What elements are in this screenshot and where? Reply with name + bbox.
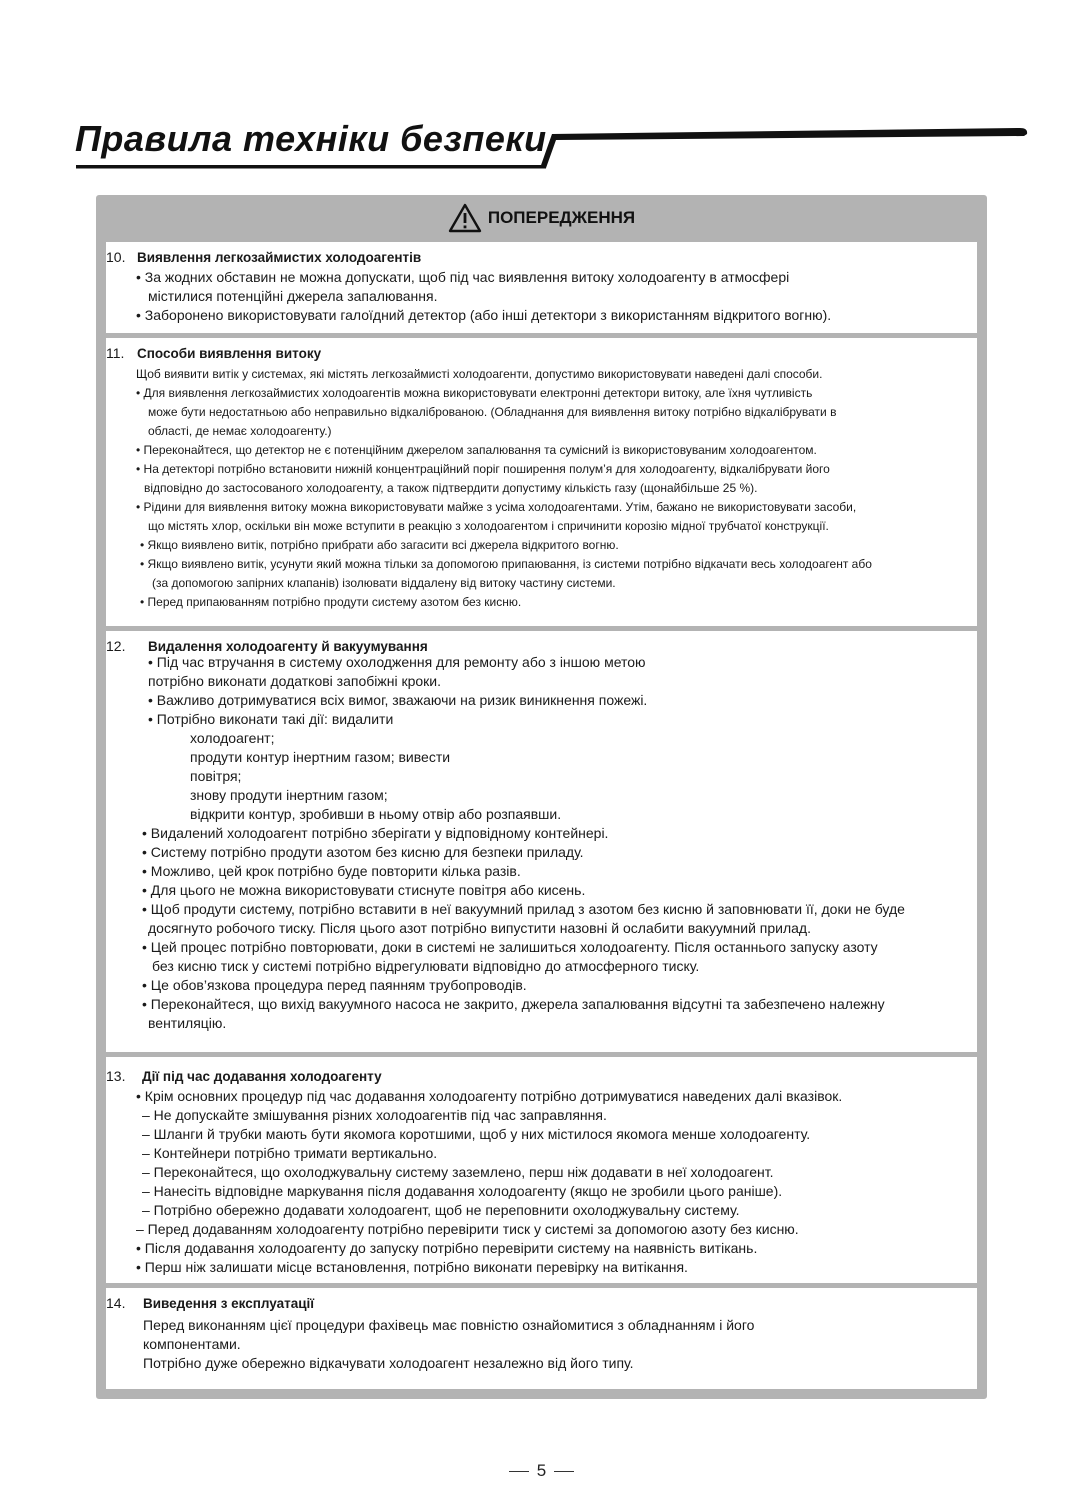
- text-line: містилися потенційні джерела запалювання.: [148, 288, 438, 304]
- section-title: Способи виявлення витоку: [137, 346, 322, 361]
- text-line: області, де немає холодоагенту.): [148, 424, 332, 438]
- text-line: – Нанесіть відповідне маркування після додавання холодоагенту (якщо не зробили цього раніше).: [142, 1183, 783, 1199]
- text-line: Щоб виявити витік у системах, які містять легкозаймисті холодоагенти, допустимо використовувати наведені далі способи.: [136, 367, 823, 381]
- title-underline: [0, 0, 1083, 180]
- text-line: потрібно виконати додаткові запобіжні кроки.: [148, 673, 441, 689]
- text-line: компонентами.: [143, 1336, 241, 1352]
- text-line: – Контейнери потрібно тримати вертикально.: [142, 1145, 438, 1161]
- section-10: [106, 242, 977, 333]
- text-line: • Для цього не можна використовувати стиснуте повітря або кисень.: [142, 882, 586, 898]
- section-number: 10.: [106, 249, 126, 265]
- text-line: що містять хлор, оскільки він може вступити в реакцію з холодоагентом і спричинити корозію мідної трубчатої конструкції.: [148, 519, 829, 533]
- text-line: • Якщо виявлено витік, потрібно прибрати або загасити всі джерела відкритого вогню.: [140, 538, 619, 552]
- text-line: • На детекторі потрібно встановити нижній концентраційний поріг поширення полум’я для холодоагенту, відкалібрувати його: [136, 462, 830, 476]
- section-13: [106, 1057, 977, 1283]
- text-line: • Рідини для виявлення витоку можна використовувати майже з усіма холодоагентами. Утім, бажано не використовувати засоби,: [136, 500, 857, 514]
- text-line: • Це обов’язкова процедура перед паянням трубопроводів.: [142, 977, 527, 993]
- text-line: • Перш ніж залишати місце встановлення, потрібно виконати перевірку на витікання.: [136, 1259, 688, 1275]
- section-number: 13.: [106, 1068, 126, 1084]
- text-line: • Видалений холодоагент потрібно зберігати у відповідному контейнері.: [142, 825, 609, 841]
- warning-triangle-icon: [448, 203, 482, 233]
- text-line: • Щоб продути систему, потрібно вставити в неї вакуумний прилад з азотом без кисню й заповнювати її, доки не буде: [142, 901, 905, 917]
- text-line: – Перед додаванням холодоагенту потрібно перевірити тиск у системі за допомогою азоту без кисню.: [136, 1221, 799, 1237]
- text-line: – Шланги й трубки мають бути якомога коротшими, щоб у них містилося якомога менше холодоагенту.: [142, 1126, 811, 1142]
- page-number: [0, 1461, 1083, 1481]
- text-line: (за допомогою запірних клапанів) ізолювати віддалену від витоку частину системи.: [152, 576, 616, 590]
- text-line: • За жодних обставин не можна допускати, щоб під час виявлення витоку холодоагенту в атмосфері: [136, 269, 790, 285]
- text-line: холодоагент;: [190, 730, 275, 746]
- text-line: знову продути інертним газом;: [190, 787, 388, 803]
- warning-header: [96, 197, 987, 239]
- text-line: відкрити контур, зробивши в ньому отвір або розпаявши.: [190, 806, 562, 822]
- text-line: • Під час втручання в систему охолодження для ремонту або з іншою метою: [148, 654, 646, 670]
- text-line: • Для виявлення легкозаймистих холодоагентів можна використовувати електронні детектори витоку, але їхня чутливість: [136, 386, 813, 400]
- text-line: • Перед припаюванням потрібно продути систему азотом без кисню.: [140, 595, 522, 609]
- text-line: • Систему потрібно продути азотом без кисню для безпеки приладу.: [142, 844, 584, 860]
- section-12: [106, 631, 977, 1052]
- text-line: • Переконайтеся, що детектор не є потенційним джерелом запалювання та сумісний із використовуваним холодоагентом.: [136, 443, 817, 457]
- text-line: відповідно до застосованого холодоагенту, а також підтвердити допустиму кількість газу (щонайбільше 25 %).: [144, 481, 758, 495]
- page-number-value: 5: [536, 1461, 547, 1480]
- page-number-dash-right: [554, 1471, 574, 1472]
- text-line: • Можливо, цей крок потрібно буде повторити кілька разів.: [142, 863, 521, 879]
- section-number: 12.: [106, 638, 126, 654]
- text-line: • Переконайтеся, що вихід вакуумного насоса не закрито, джерела запалювання відсутні та забезпечено належну: [142, 996, 885, 1012]
- text-line: • Цей процес потрібно повторювати, доки в системі не залишиться холодоагенту. Після останнього запуску азоту: [142, 939, 878, 955]
- text-line: Потрібно дуже обережно відкачувати холодоагент незалежно від його типу.: [143, 1355, 634, 1371]
- text-line: • Заборонено використовувати галоїдний детектор (або інші детектори з використанням відкритого вогню).: [136, 307, 832, 323]
- text-line: • Після додавання холодоагенту до запуску потрібно перевірити систему на наявність витікань.: [136, 1240, 758, 1256]
- page-number-dash-left: [509, 1471, 529, 1472]
- text-line: досягнуто робочого тиску. Після цього азот потрібно випустити назовні й ослабити вакуумний прилад.: [148, 920, 811, 936]
- text-line: – Не допускайте змішування різних холодоагентів під час заправляння.: [142, 1107, 607, 1123]
- section-title: Дії під час додавання холодоагенту: [142, 1069, 382, 1084]
- text-line: • Потрібно виконати такі дії: видалити: [148, 711, 394, 727]
- text-line: вентиляцію.: [148, 1015, 227, 1031]
- text-line: • Якщо виявлено витік, усунути який можна тільки за допомогою припаювання, із системи потрібно відкачати весь холодоагент або: [140, 557, 872, 571]
- section-14: [106, 1288, 977, 1389]
- warning-label: ПОПЕРЕДЖЕННЯ: [487, 208, 636, 227]
- text-line: • Важливо дотримуватися всіх вимог, зважаючи на ризик виникнення пожежі.: [148, 692, 648, 708]
- text-line: – Потрібно обережно додавати холодоагент, щоб не переповнити охолоджувальну систему.: [142, 1202, 740, 1218]
- section-number: 11.: [106, 345, 125, 361]
- text-line: продути контур інертним газом; вивести: [190, 749, 451, 765]
- text-line: – Переконайтеся, що охолоджувальну систему заземлено, перш ніж додавати в неї холодоагент.: [142, 1164, 774, 1180]
- text-line: повітря;: [190, 768, 242, 784]
- text-line: може бути недостатньою або неправильно відкаліброваною. (Обладнання для виявлення витоку потрібно відкалібрувати в: [148, 405, 837, 419]
- section-title: Виведення з експлуатації: [143, 1296, 315, 1311]
- page-title: Правила техніки безпеки: [75, 118, 547, 159]
- text-line: Перед виконанням цієї процедури фахівець має повністю ознайомитися з обладнанням і його: [143, 1317, 755, 1333]
- text-line: без кисню тиск у системі потрібно відрегулювати відповідно до атмосферного тиску.: [152, 958, 700, 974]
- section-title: Видалення холодоагенту й вакуумування: [148, 639, 428, 654]
- section-number: 14.: [106, 1295, 126, 1311]
- section-11: [106, 338, 977, 626]
- section-title: Виявлення легкозаймистих холодоагентів: [137, 250, 422, 265]
- text-line: • Крім основних процедур під час додавання холодоагенту потрібно дотримуватися наведених далі вказівок.: [136, 1088, 843, 1104]
